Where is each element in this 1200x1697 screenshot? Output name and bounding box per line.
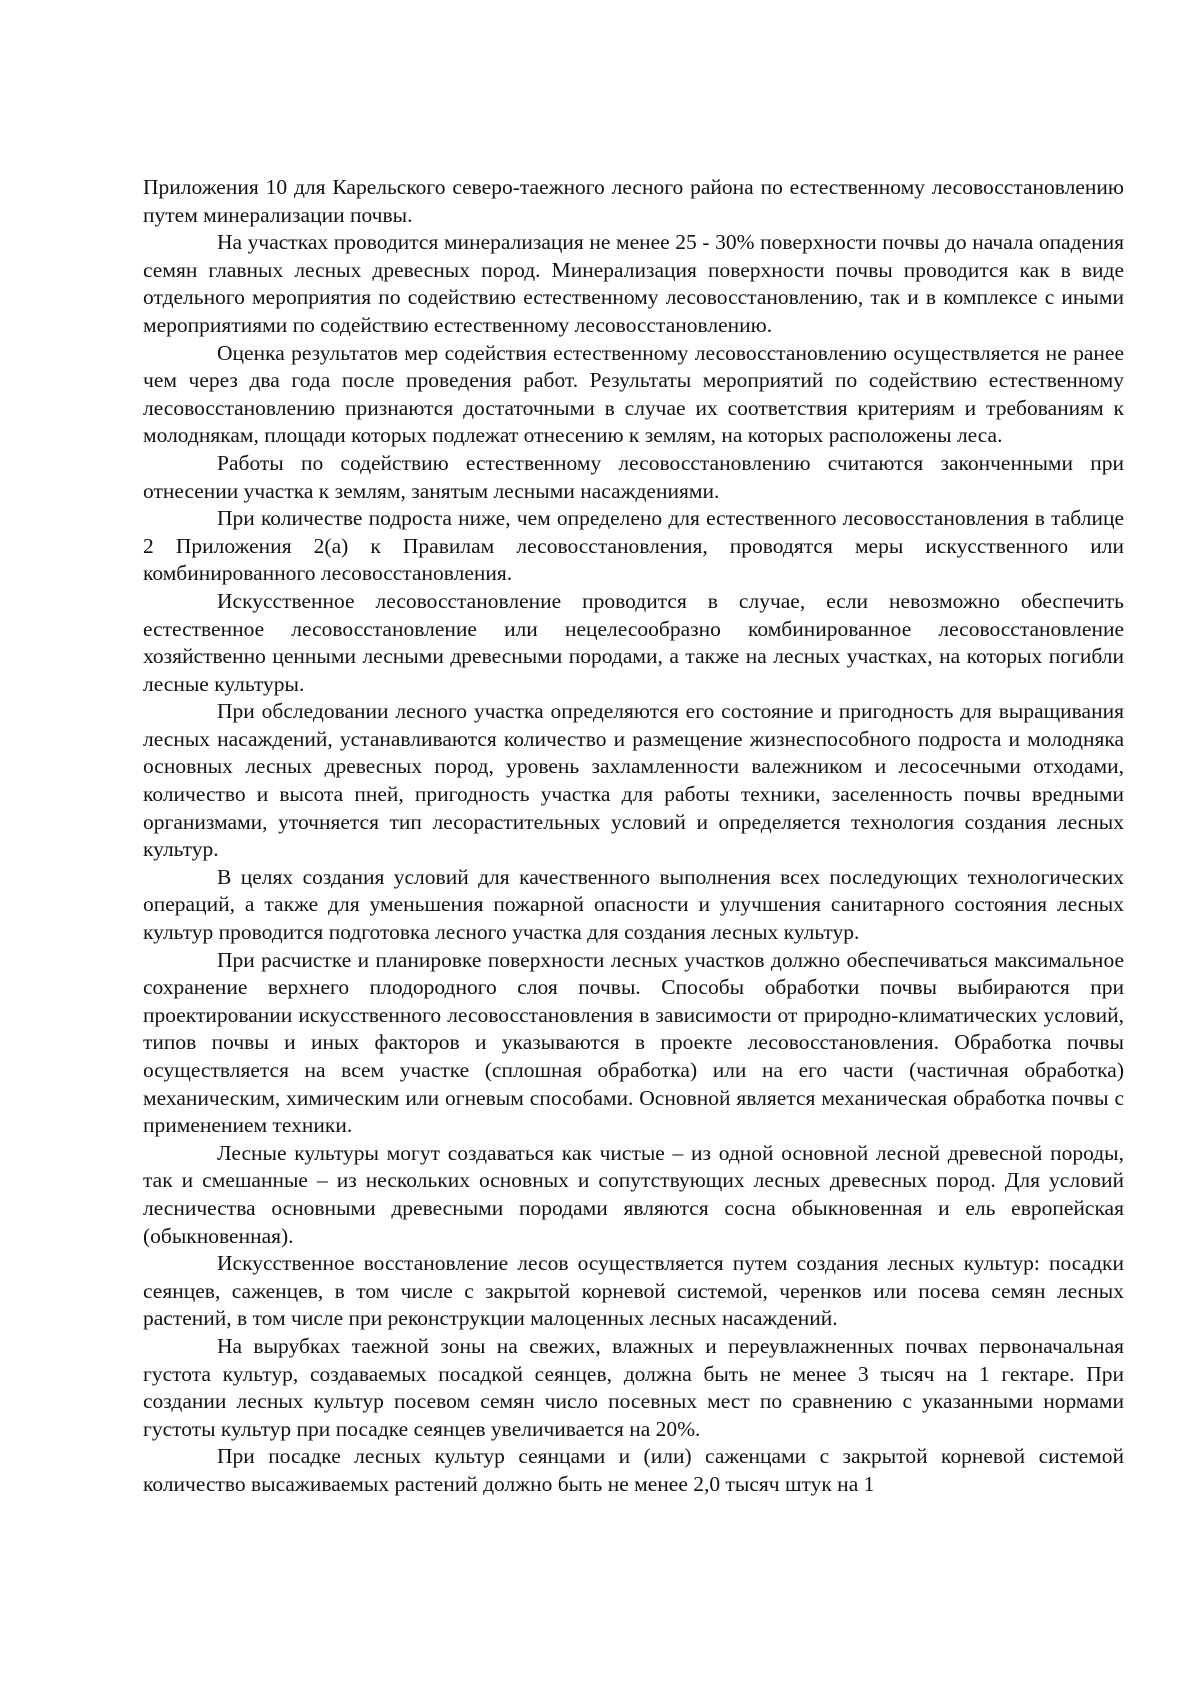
paragraph-planting-density: На вырубках таежной зоны на свежих, влажных и переувлажненных почвах первоначальная густота культур, создаваемых посадкой сеянцев, должна быть не менее 3 тысяч на 1 гектаре. При создании лесных культур посевом семян число посевных мест по сравнению с указанными нормами густоты культур при посадке сеянцев увеличивается на 20%. (143, 1333, 1124, 1441)
paragraph-soil-treatment: При расчистке и планировке поверхности лесных участков должно обеспечиваться максимальное сохранение верхнего плодородного слоя почвы. Способы обработки почвы выбираются при проектировании искусственного лесовосстановления в зависимости от природно-климатических условий, типов почвы и иных факторов и указываются в проекте лесовосстановления. Обработка почвы осуществляется на всем участке (сплошная обработка) или на его части (частичная обработка) механическим, химическим или огневым способами. Основной является механическая обработка почвы с применением техники. (143, 947, 1124, 1138)
paragraph-crop-types: Лесные культуры могут создаваться как чистые – из одной основной лесной древесной породы, так и смешанные – из нескольких основных и сопутствующих лесных древесных пород. Для условий лесничества основными древесными породами являются сосна обыкновенная и ель европейская (обыкновенная). (143, 1140, 1124, 1248)
paragraph-continuation: Приложения 10 для Карельского северо-таежного лесного района по естественному лесовосстановлению путем минерализации почвы. (143, 175, 1124, 227)
paragraph-closed-root: При посадке лесных культур сеянцами и (или) саженцами с закрытой корневой системой количество высаживаемых растений должно быть не менее 2,0 тысяч штук на 1 (143, 1444, 1124, 1496)
document-page (143, 174, 1124, 1499)
paragraph-completion: Работы по содействию естественному лесовосстановлению считаются законченными при отнесении участка к землям, занятым лесными насаждениями. (143, 450, 1124, 503)
paragraph-artificial-restoration: Искусственное лесовосстановление проводится в случае, если невозможно обеспечить естественное лесовосстановление или нецелесообразно комбинированное лесовосстановление хозяйственно ценными лесными древесными породами, а также на лесных участках, на которых погибли лесные культуры. (143, 588, 1124, 696)
paragraph-mineralization: На участках проводится минерализация не менее 25 - 30% поверхности почвы до начала опадения семян главных лесных древесных пород. Минерализация поверхности почвы проводится как в виде отдельного мероприятия по содействию естественному лесовосстановлению, так и в комплексе с иными мероприятиями по содействию естественному лесовосстановлению. (143, 230, 1124, 337)
paragraph-undergrowth: При количестве подроста ниже, чем определено для естественного лесовосстановления в таблице 2 Приложения 2(а) к Правилам лесовосстановления, проводятся меры искусственного или комбинированного лесовосстановления. (143, 506, 1124, 586)
paragraph-site-survey: При обследовании лесного участка определяются его состояние и пригодность для выращивания лесных насаждений, устанавливаются количество и размещение жизнеспособного подроста и молодняка основных лесных древесных пород, уровень захламленности валежником и лесосечными отходами, количество и высота пней, пригодность участка для работы техники, заселенность почвы вредными организмами, уточняется тип лесорастительных условий и определяется технология создания лесных культур. (143, 699, 1124, 862)
paragraph-restoration-methods: Искусственное восстановление лесов осуществляется путем создания лесных культур: посадки сеянцев, саженцев, в том числе с закрытой корневой системой, черенков или посева семян лесных растений, в том числе при реконструкции малоценных лесных насаждений. (143, 1251, 1124, 1331)
paragraph-site-preparation: В целях создания условий для качественного выполнения всех последующих технологических операций, а также для уменьшения пожарной опасности и улучшения санитарного состояния лесных культур проводится подготовка лесного участка для создания лесных культур. (143, 864, 1124, 945)
paragraph-assessment: Оценка результатов мер содействия естественному лесовосстановлению осуществляется не ранее чем через два года после проведения работ. Результаты мероприятий по содействию естественному лесовосстановлению признаются достаточными в случае их соответствия критериям и требованиям к молоднякам, площади которых подлежат отнесению к землям, на которых расположены леса. (143, 340, 1124, 448)
